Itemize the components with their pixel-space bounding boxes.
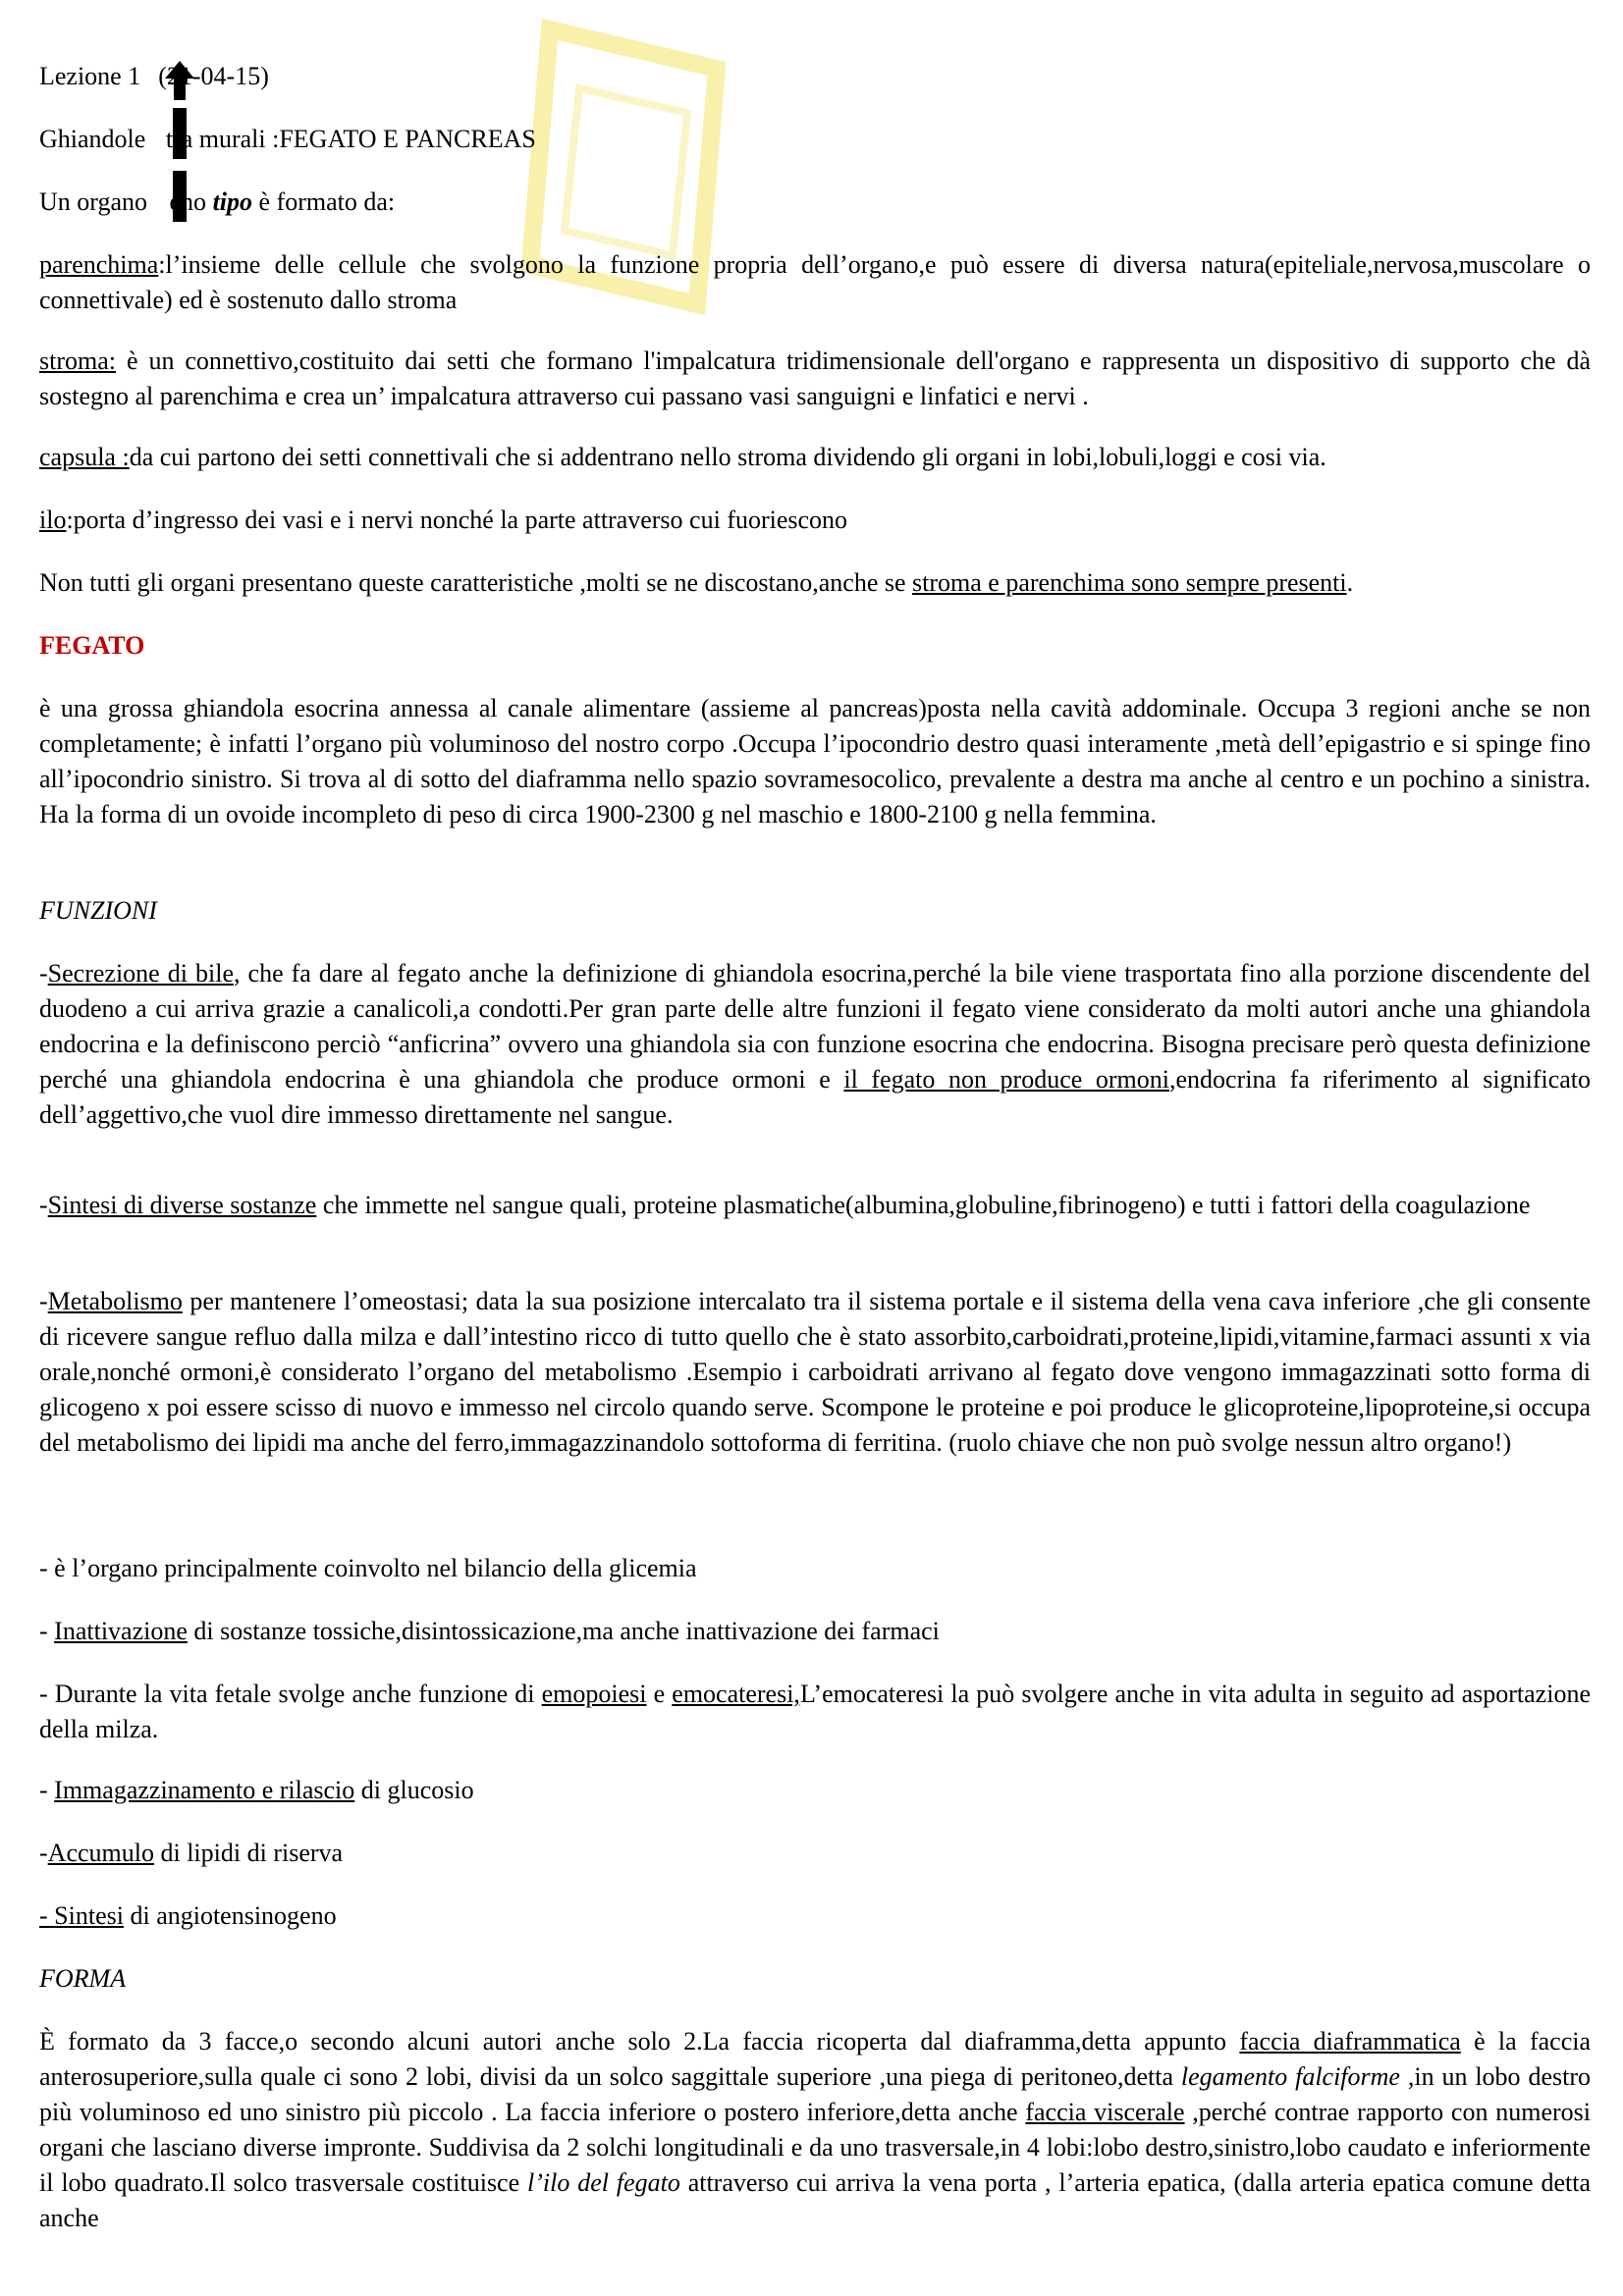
forma-paragraph: È formato da 3 facce,o secondo alcuni autori anche solo 2.La faccia ricoperta dal diaframma,detta appunto faccia diaframmatica è la faccia anterosuperiore,sulla quale ci sono 2 lobi, divisi da un solco saggittale superiore ,una piega di peritoneo,detta legamento falciforme ,in un lobo destro più voluminoso ed uno sinistro più piccolo . La faccia inferiore o postero inferiore,detta anche faccia viscerale ,perché contrae rapporto con numerosi organi che lasciano diverse impronte. Suddivisa da 2 solchi longitudinali e da uno trasversale,in 4 lobi:lobo destro,sinistro,lobo caudato e inferiormente il lobo quadrato.Il solco trasversale costituisce l’ilo del fegato attraverso cui arriva la vena porta , l’arteria epatica, (dalla arteria epatica comune detta anche xyxy=(39,2027,1591,2232)
function-angiotensinogeno: - Sintesi di angiotensinogeno xyxy=(39,1901,337,1930)
ilo-paragraph: ilo:porta d’ingresso dei vasi e i nervi nonché la parte attraverso cui fuoriescono xyxy=(39,506,848,534)
funzioni-heading: FUNZIONI xyxy=(39,896,157,925)
parenchima-paragraph: parenchima:l’insieme delle cellule che svolgono la funzione propria dell’organo,e può essere di diversa natura(epiteliale,nervosa,muscolare o connettivale) ed è sostenuto dallo stroma xyxy=(39,250,1591,314)
capsula-paragraph: capsula :da cui partono dei setti connettivali che si addentrano nello stroma dividendo gli organi in lobi,lobuli,loggi e cosi via. xyxy=(39,443,1326,471)
ilo-term: ilo xyxy=(39,506,67,534)
function-emopoiesi: - Durante la vita fetale svolge anche funzione di emopoiesi e emocateresi,L’emocateresi la può svolgere anche in vita adulta in seguito ad asportazione della milza. xyxy=(39,1680,1591,1743)
function-lipidi: -Accumulo di lipidi di riserva xyxy=(39,1839,344,1867)
stroma-term: stroma: xyxy=(39,347,116,375)
note-paragraph: Non tutti gli organi presentano queste caratteristiche ,molti se ne discostano,anche se stroma e parenchima sono sempre presenti. xyxy=(39,568,1354,597)
heading-ghiandole: Ghiandole tra murali :FEGATO E PANCREAS xyxy=(39,125,536,153)
forma-heading: FORMA xyxy=(39,1964,127,1993)
lesson-title: Lezione 1 (21-04-15) xyxy=(39,62,269,90)
function-inattivazione: - Inattivazione di sostanze tossiche,disintossicazione,ma anche inattivazione dei farmaci xyxy=(39,1617,940,1645)
function-glicemia: - è l’organo principalmente coinvolto nel bilancio della glicemia xyxy=(39,1554,697,1582)
intro-line: Un organo eno tipo è formato da: xyxy=(39,187,396,216)
function-secrezione: -Secrezione di bile, che fa dare al fegato anche la definizione di ghiandola esocrina,perché la bile viene trasportata fino alla porzione discendente del duodeno a cui arriva grazie a canalicoli,a condotti.Per gran parte delle altre funzioni il fegato viene considerato da molti autori anche una ghiandola endocrina e la definiscono perciò “anficrina” ovvero una ghiandola sia con funzione esocrina che endocrina. Bisogna precisare però questa definizione perché una ghiandola endocrina è una ghiandola che produce ormoni e il fegato non produce ormoni,endocrina fa riferimento al significato dell’aggettivo,che vuol dire immesso direttamente nel sangue. xyxy=(39,959,1591,1129)
stroma-paragraph: stroma: è un connettivo,costituito dai setti che formano l'impalcatura tridimensionale dell'organo e rappresenta un dispositivo di supporto che dà sostegno al parenchima e crea un’ impalcatura attraverso cui passano vasi sanguigni e linfatici e nervi . xyxy=(39,347,1591,410)
function-glucosio: - Immagazzinamento e rilascio di glucosio xyxy=(39,1776,474,1804)
fegato-intro: è una grossa ghiandola esocrina annessa al canale alimentare (assieme al pancreas)posta nella cavità addominale. Occupa 3 regioni anche se non completamente; è infatti l’organo più voluminoso del nostro corpo .Occupa l’ipocondrio destro quasi interamente ,metà dell’epigastrio e si spinge fino all’ipocondrio sinistro. Si trova al di sotto del diaframma nello spazio sovramesocolico, prevalente a destra ma anche al centro e un pochino a sinistra. Ha la forma di un ovoide incompleto di peso di circa 1900-2300 g nel maschio e 1800-2100 g nella femmina. xyxy=(39,694,1591,828)
capsula-term: capsula : xyxy=(39,443,130,471)
function-sintesi: -Sintesi di diverse sostanze che immette nel sangue quali, proteine plasmatiche(albumina,globuline,fibrinogeno) e tutti i fattori della coagulazione xyxy=(39,1191,1531,1219)
parenchima-term: parenchima xyxy=(39,250,159,279)
fegato-heading: FEGATO xyxy=(39,631,145,660)
function-metabolismo: -Metabolismo per mantenere l’omeostasi; data la sua posizione intercalato tra il sistema portale e il sistema della vena cava inferiore ,che gli consente di ricevere sangue refluo dalla milza e dall’intestino ricco di tutto quello che è stato assorbito,carboidrati,proteine,lipidi,vitamine,farmaci assunti x via orale,nonché ormoni,è considerato l’organo del metabolismo .Esempio i carboidrati arrivano al fegato dove vengono immagazzinati sotto forma di glicogeno x poi essere scisso di nuovo e immesso nel circolo quando serve. Scompone le proteine e poi produce le glicoproteine,lipoproteine,si occupa del metabolismo dei lipidi ma anche del ferro,immagazzinandolo sottoforma di ferritina. (ruolo chiave che non può svolge nessun altro organo!) xyxy=(39,1287,1591,1457)
